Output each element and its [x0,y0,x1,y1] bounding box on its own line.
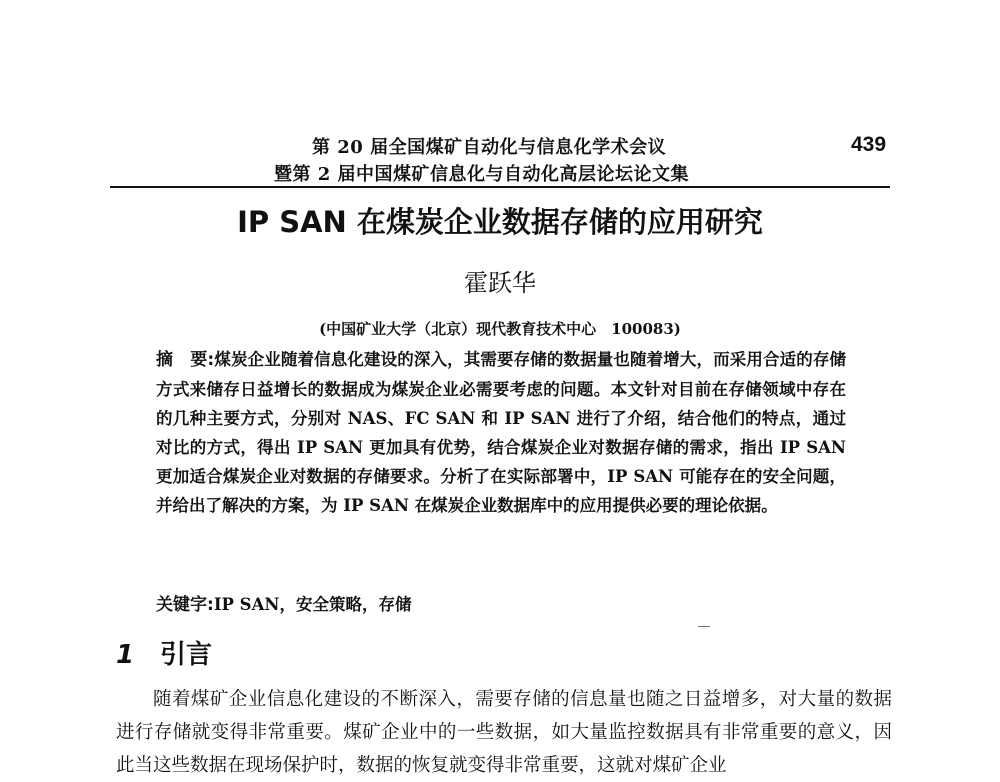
page-number: 439 [851,133,887,156]
conference-title: 第 20 届全国煤矿自动化与信息化学术会议 [312,137,667,158]
section-heading [116,634,212,671]
header-divider [110,186,890,188]
section-title: 引言 [160,640,213,670]
abstract [156,345,846,520]
introduction-paragraph: 随着煤矿企业信息化建设的不断深入，需要存储的信息量也随之日益增多，对大量的数据进行存储就变得非常重要。煤矿企业中的一些数据，如大量监控数据具有非常重要的意义，因此当这些数据在现场保护时，数据的恢复就变得非常重要，这就对煤矿企业 [116,689,892,776]
author-affiliation: (中国矿业大学（北京）现代教育技术中心 100083) [319,320,681,338]
abstract-text: 煤炭企业随着信息化建设的深入，其需要存储的数据量也随着增大，而采用合适的存储方式来储存日益增长的数据成为煤炭企业必需要考虑的问题。本文针对目前在存储领域中存在的几种主要方式，分别对 NAS、FC SAN 和 IP SAN 进行了介绍，结合他们的特点，通过对比的方式，得出 IP SAN 更加具有优势，结合煤炭企业对数据存储的需求，指出 IP SAN 更加适合煤炭企业对数据的存储要求。分析了在实际部署中，IP SAN 可能存在的安全问题，并给出了解决的方案，为 IP SAN 在煤炭企业数据库中的应用提供必要的理论依据。 [156,350,846,515]
proceedings-title: 暨第 2 届中国煤矿信息化与自动化高层论坛论文集 [274,164,690,185]
abstract-label: 摘 要: [156,350,215,370]
scan-mark [698,626,710,627]
keywords-label: 关键字: [156,595,214,615]
paper-title: IP SAN 在煤炭企业数据存储的应用研究 [237,205,763,239]
author-name: 霍跃华 [464,269,536,297]
keywords [156,590,846,615]
section-number: 1 [116,640,135,670]
keywords-text: IP SAN，安全策略，存储 [213,595,412,614]
